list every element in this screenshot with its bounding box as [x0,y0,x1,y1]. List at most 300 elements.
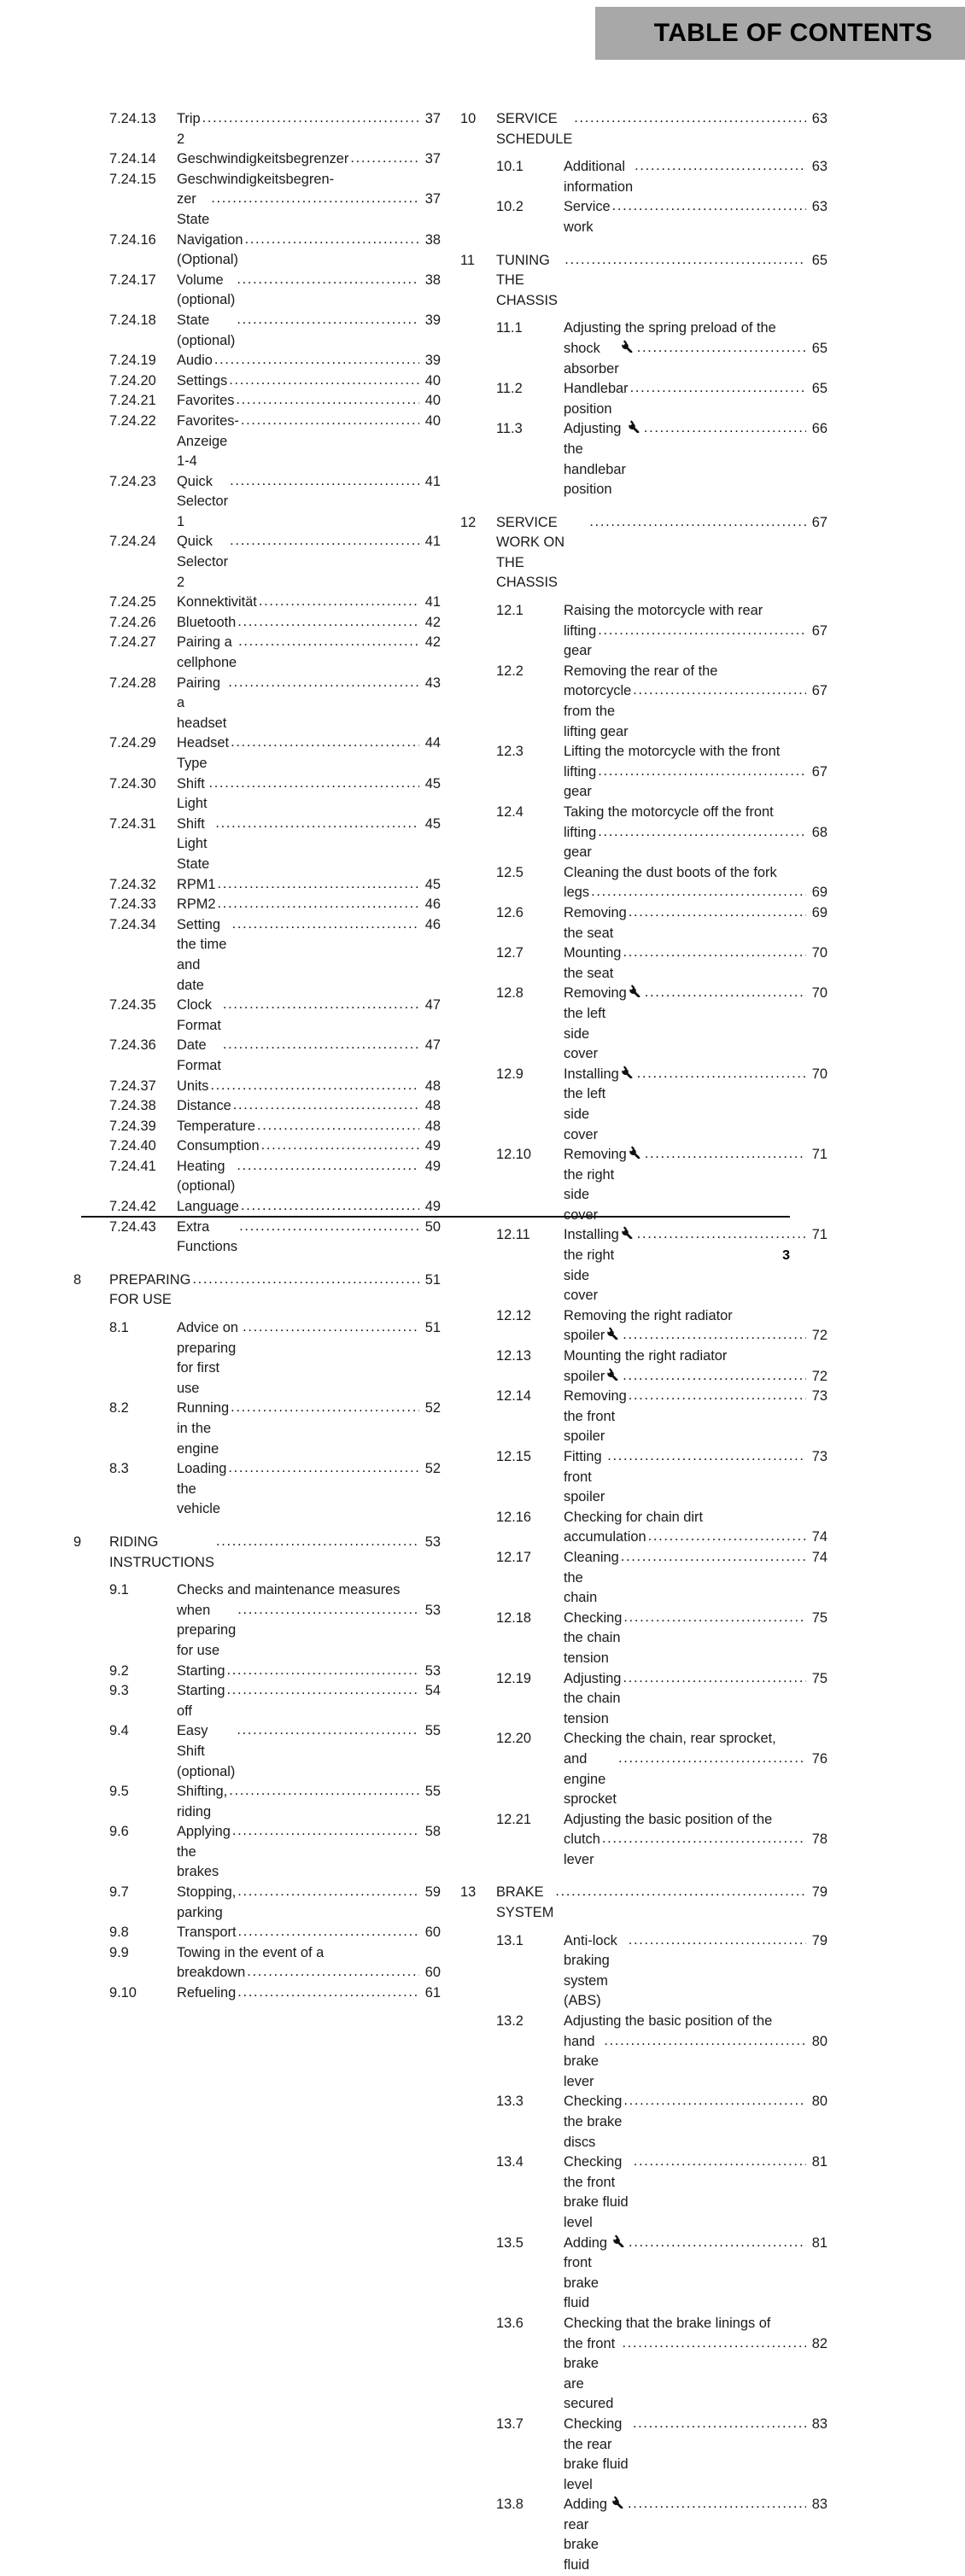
toc-entry-body [564,2153,828,2233]
dot-leader [257,1116,419,1136]
toc-section-entry[interactable] [460,1225,828,1306]
toc-entry-title: Installing the right side cover [564,1227,619,1304]
toc-section-entry[interactable] [73,412,441,472]
toc-entry-body [564,742,828,803]
dot-leader [231,733,419,753]
toc-entry-title-leader-line [177,1883,441,1923]
toc-section-entry[interactable] [73,1096,441,1117]
toc-section-entry[interactable] [460,1447,828,1508]
toc-entry-title-leader-line [177,1721,441,1782]
toc-entry-title-leader-line [177,593,441,613]
toc-section-entry[interactable] [73,1117,441,1137]
dot-leader [229,1781,419,1802]
toc-entry-page-number: 52 [424,1461,441,1477]
toc-section-entry[interactable] [460,2092,828,2153]
toc-section-entry[interactable] [73,231,441,271]
toc-entry-title-leader-line [564,1609,828,1669]
dot-leader [237,1720,419,1741]
toc-section-entry[interactable] [73,311,441,351]
toc-section-entry[interactable] [460,984,828,1064]
toc-entry-title-line: Adjusting the basic position of the [564,1811,773,1827]
toc-entry-page-number: 47 [424,997,441,1013]
toc-section-entry[interactable] [73,996,441,1036]
toc-entry-title-leader-line [177,1197,441,1218]
toc-section-entry[interactable] [73,149,441,170]
toc-section-entry[interactable] [73,351,441,371]
toc-section-entry[interactable] [460,1508,828,1548]
dot-leader [232,1821,419,1842]
toc-entry-page-number: 46 [424,897,441,913]
toc-entry-title-leader-line [564,197,828,237]
toc-section-entry[interactable] [73,1662,441,1682]
toc-entry-body [177,1782,441,1822]
toc-section-entry[interactable] [73,1036,441,1076]
toc-entry-number: 7.24.36 [109,1037,156,1054]
toc-entry-page-number: 43 [424,675,441,691]
toc-entry-title: Pairing a cellphone [177,634,237,671]
toc-entry-body [564,197,828,237]
toc-section-entry[interactable] [73,1721,441,1782]
dot-leader [228,673,419,693]
toc-section-entry[interactable] [460,379,828,419]
dot-leader [623,2091,806,2112]
toc-entry-title-leader-line [564,1931,828,2012]
toc-entry-number: 7.24.28 [109,675,156,691]
toc-entry-title-leader-line [564,622,828,662]
toc-section-entry[interactable] [73,733,441,774]
toc-entry-page-number: 37 [424,111,441,126]
toc-entry-body [564,419,828,499]
dot-leader [230,531,419,552]
toc-entry-title-leader-line [177,532,441,593]
table-of-contents-header-banner [595,7,965,60]
toc-entry-title: the front brake are secured [564,2335,616,2412]
toc-entry-title-leader-line [177,674,441,734]
toc-section-entry[interactable] [460,2153,828,2233]
toc-entry-title-line: Adjusting the basic position of the [564,2013,773,2030]
toc-section-entry[interactable] [460,197,828,237]
toc-entry-number: 10 [460,111,477,126]
dot-leader [637,1064,806,1084]
dot-leader [232,914,419,935]
toc-entry-number: 12.2 [496,663,523,679]
toc-entry-page-number: 67 [811,683,828,699]
toc-section-entry[interactable] [460,2314,828,2415]
dot-leader [211,189,419,209]
toc-entry-title-leader-line [496,1883,828,1923]
toc-entry-page-number: 78 [811,1831,828,1848]
toc-entry-page-number: 38 [424,272,441,288]
toc-entry-number: 12.12 [496,1307,532,1323]
toc-entry-title-leader-line [177,733,441,774]
toc-entry-title-leader-line [564,1387,828,1447]
toc-entry-page-number: 65 [811,381,828,397]
toc-entry-page-number: 63 [811,111,828,126]
toc-entry-page-number: 73 [811,1388,828,1405]
toc-entry-title: Temperature [177,1118,256,1134]
toc-column-right [460,109,828,2576]
dot-leader [628,2494,806,2515]
toc-section-entry[interactable] [460,1346,828,1387]
toc-entry-page-number: 72 [811,1368,828,1384]
toc-entry-number: 7.24.23 [109,473,156,489]
dot-leader [598,822,806,843]
toc-chapter-entry[interactable] [460,513,828,593]
dot-leader [633,681,806,701]
toc-entry-title-leader-line [564,2092,828,2153]
toc-entry-page-number: 47 [424,1037,441,1054]
toc-entry-number: 7.24.22 [109,412,156,429]
toc-entry-page-number: 37 [424,151,441,167]
dot-leader [648,1527,806,1547]
toc-entry-body [177,633,441,673]
toc-section-entry[interactable] [460,1810,828,1871]
toc-entry-page-number: 71 [811,1227,828,1243]
toc-entry-title-leader-line [564,1749,828,1810]
toc-entry-title-leader-line [564,883,828,903]
toc-entry-number: 8.2 [109,1400,129,1417]
toc-entry-number: 7.24.43 [109,1218,156,1235]
toc-entry-title: RPM2 [177,897,216,913]
toc-section-entry[interactable] [73,774,441,815]
toc-entry-title-leader-line [564,984,828,1064]
toc-entry-body [177,532,441,593]
toc-entry-number: 7.24.19 [109,353,156,369]
toc-entry-body [564,1306,828,1346]
toc-entry-body [177,1662,441,1682]
toc-entry-body [177,1136,441,1157]
dot-leader [229,371,419,391]
toc-entry-page-number: 48 [424,1098,441,1114]
toc-entry-title-leader-line [177,613,441,634]
toc-entry-page-number: 53 [424,1662,441,1679]
dot-leader [241,1196,419,1217]
toc-entry-title: Shift Light [177,775,208,812]
dot-leader [237,270,419,290]
footer-divider [81,1216,790,1218]
toc-entry-body [564,1447,828,1508]
toc-entry-number: 11.3 [496,421,523,437]
toc-entry-number: 13.5 [496,2234,523,2251]
toc-section-entry[interactable] [460,863,828,903]
toc-entry-title: Loading the vehicle [177,1461,227,1517]
toc-section-entry[interactable] [73,1459,441,1520]
toc-entry-title: Navigation (Optional) [177,231,243,268]
toc-section-entry[interactable] [460,2415,828,2495]
toc-entry-page-number: 69 [811,904,828,920]
toc-chapter-entry[interactable] [73,1533,441,1573]
toc-entry-title: Clock Format [177,997,221,1033]
toc-entry-number: 12 [460,514,477,530]
toc-section-entry[interactable] [460,742,828,803]
toc-chapter-entry[interactable] [460,109,828,149]
toc-entry-title-leader-line [564,681,828,742]
toc-entry-number: 9.7 [109,1884,129,1901]
toc-entry-number: 7.24.37 [109,1078,156,1094]
toc-entry-title: Transport [177,1925,237,1941]
toc-chapter-entry[interactable] [73,1270,441,1311]
toc-section-entry[interactable] [73,1218,441,1258]
toc-section-entry[interactable] [460,1306,828,1346]
toc-section-entry[interactable] [460,157,828,197]
dot-leader [637,1224,806,1245]
toc-entry-title: Settings [177,372,228,388]
toc-entry-title: Setting the time and date [177,916,227,993]
toc-entry-title: Distance [177,1098,231,1114]
toc-entry-title-line: Removing the right radiator [564,1307,733,1323]
toc-entry-title: Favorites [177,393,235,409]
toc-section-entry[interactable] [73,271,441,311]
toc-entry-title-leader-line [177,996,441,1036]
toc-entry-title: Running in the engine [177,1400,230,1457]
toc-entry-body [177,170,441,231]
toc-section-entry[interactable] [73,1580,441,1661]
toc-entry-number: 7.24.31 [109,815,156,832]
toc-section-entry[interactable] [460,1931,828,2012]
toc-section-entry[interactable] [460,943,828,984]
toc-entry-title-leader-line [177,1601,441,1662]
toc-section-entry[interactable] [73,895,441,915]
toc-entry-title-leader-line [564,1367,828,1387]
toc-section-entry[interactable] [73,1822,441,1883]
toc-entry-page-number: 67 [811,514,828,530]
toc-entry-page-number: 52 [424,1400,441,1417]
dot-leader [192,1270,419,1290]
toc-section-entry[interactable] [460,1145,828,1225]
dot-leader [644,418,806,439]
toc-section-entry[interactable] [73,1883,441,1923]
toc-section-entry[interactable] [460,662,828,742]
toc-entry-number: 9 [73,1533,82,1550]
toc-entry-body [177,1197,441,1218]
toc-entry-title: SERVICE SCHEDULE [496,111,573,147]
toc-entry-number: 7.24.41 [109,1158,156,1174]
toc-section-entry[interactable] [73,633,441,673]
toc-section-entry[interactable] [460,1609,828,1669]
toc-entry-title: Quick Selector 1 [177,473,229,529]
toc-entry-number: 8 [73,1271,82,1288]
toc-entry-number: 9.4 [109,1723,129,1739]
toc-entry-body [177,412,441,472]
toc-entry-title: Fitting front spoiler [564,1449,605,1505]
toc-entry-title: Stopping, parking [177,1884,237,1920]
toc-chapter-entry[interactable] [460,251,828,312]
toc-entry-number: 13.3 [496,2094,523,2110]
toc-entry-title: Adding rear brake fluid [564,2497,608,2573]
toc-entry-body [177,351,441,371]
toc-entry-page-number: 83 [811,2497,828,2513]
dot-leader [645,983,806,1003]
toc-section-entry[interactable] [73,593,441,613]
toc-entry-title: Starting off [177,1683,225,1719]
toc-entry-title: Starting [177,1662,225,1679]
dot-leader [630,378,806,399]
toc-entry-number: 7.24.34 [109,916,156,932]
toc-entry-number: 7.24.15 [109,171,156,187]
toc-chapter-entry[interactable] [460,1883,828,1923]
dot-leader [604,2031,806,2052]
toc-section-entry[interactable] [73,1983,441,2004]
toc-entry-title: Handlebar position [564,381,629,417]
toc-section-entry[interactable] [73,472,441,533]
toc-section-entry[interactable] [460,1548,828,1609]
toc-entry-title-leader-line [564,419,828,499]
toc-entry-body [564,157,828,197]
toc-entry-title: Easy Shift (optional) [177,1723,236,1779]
toc-entry-title-leader-line [177,190,441,230]
toc-section-entry[interactable] [73,875,441,896]
toc-entry-number: 12.4 [496,804,523,820]
toc-section-entry[interactable] [73,1136,441,1157]
toc-entry-page-number: 45 [424,775,441,791]
toc-section-entry[interactable] [460,903,828,943]
toc-section-entry[interactable] [73,1399,441,1459]
toc-entry-title-leader-line [564,1065,828,1145]
toc-section-entry[interactable] [460,803,828,863]
toc-entry-body [177,311,441,351]
toc-entry-number: 7.24.39 [109,1118,156,1134]
toc-section-entry[interactable] [73,170,441,231]
toc-entry-body [177,815,441,875]
toc-section-entry[interactable] [73,815,441,875]
toc-section-entry[interactable] [460,1387,828,1447]
toc-entry-number: 7.24.40 [109,1138,156,1154]
toc-entry-body [564,1387,828,1447]
toc-section-entry[interactable] [73,109,441,149]
toc-entry-title: Konnektivität [177,594,257,610]
dot-leader [214,350,419,371]
toc-entry-title: Headset Type [177,735,230,771]
toc-entry-page-number: 67 [811,763,828,780]
toc-entry-title: Cleaning the chain [564,1549,619,1606]
toc-entry-body [177,1157,441,1197]
toc-section-entry[interactable] [73,1923,441,1943]
toc-entry-body [564,2234,828,2314]
toc-section-entry[interactable] [73,613,441,634]
toc-entry-body [177,613,441,634]
toc-entry-number: 12.10 [496,1147,532,1163]
toc-entry-title: lifting gear [564,824,597,861]
toc-entry-title-leader-line [177,633,441,673]
toc-entry-title-line: Taking the motorcycle off the front [564,804,774,820]
toc-entry-page-number: 76 [811,1750,828,1767]
toc-entry-page-number: 80 [811,2033,828,2049]
dot-leader [623,1608,806,1628]
toc-entry-page-number: 41 [424,534,441,550]
toc-entry-body [177,1117,441,1137]
toc-section-entry[interactable] [460,601,828,662]
dot-leader [623,1366,806,1387]
toc-section-entry[interactable] [73,1197,441,1218]
toc-entry-title: Refueling [177,1985,237,2001]
toc-entry-body [177,1883,441,1923]
dot-leader [244,230,419,250]
toc-entry-number: 13.2 [496,2013,523,2030]
toc-section-entry[interactable] [73,1157,441,1197]
dot-leader [216,1532,419,1552]
dot-leader [237,310,419,330]
toc-entry-number: 12.17 [496,1549,532,1565]
toc-entry-page-number: 40 [424,372,441,388]
toc-entry-page-number: 83 [811,2415,828,2432]
toc-section-entry[interactable] [73,1681,441,1721]
toc-entry-page-number: 75 [811,1670,828,1686]
toc-entry-body [564,803,828,863]
dot-leader [237,1600,419,1621]
dot-leader [237,612,419,633]
dot-leader [633,2414,806,2434]
toc-section-entry[interactable] [73,1318,441,1399]
toc-section-entry[interactable] [73,532,441,593]
toc-entry-title-leader-line [564,1527,828,1548]
toc-entry-title-leader-line [564,2334,828,2415]
dot-leader [227,1680,420,1701]
toc-section-entry[interactable] [73,1077,441,1097]
toc-entry-body [177,875,441,896]
dot-leader [233,1095,419,1116]
toc-entry-page-number: 60 [424,1965,441,1981]
toc-section-entry[interactable] [460,1669,828,1730]
toc-entry-title: zer State [177,191,210,227]
toc-section-entry[interactable] [460,2012,828,2092]
toc-entry-number: 12.6 [496,904,523,920]
toc-entry-body [109,1270,441,1311]
toc-entry-body [564,2314,828,2415]
toc-entry-title-leader-line [564,2153,828,2233]
toc-entry-title-leader-line [177,1318,441,1399]
wrench-icon [622,340,635,353]
toc-entry-body [177,1943,441,1983]
toc-section-entry[interactable] [460,318,828,379]
dot-leader [230,471,419,492]
toc-section-entry[interactable] [73,915,441,996]
toc-entry-body [564,318,828,379]
toc-section-entry[interactable] [460,1065,828,1145]
toc-section-entry[interactable] [460,2234,828,2314]
toc-entry-title-leader-line [177,774,441,815]
toc-entry-number: 9.6 [109,1824,129,1840]
wrench-icon [607,1368,620,1381]
toc-section-entry[interactable] [460,2495,828,2575]
toc-entry-number: 11.1 [496,320,523,336]
toc-entry-title: TUNING THE CHASSIS [496,252,558,308]
toc-entry-page-number: 75 [811,1609,828,1626]
dot-leader [629,1386,806,1406]
dot-leader [215,814,419,834]
toc-section-entry[interactable] [73,1782,441,1822]
toc-entry-title-leader-line [109,1270,441,1311]
toc-section-entry[interactable] [73,371,441,392]
toc-entry-number: 9.5 [109,1784,129,1800]
toc-entry-title-leader-line [177,915,441,996]
toc-entry-number: 7.24.14 [109,151,156,167]
toc-entry-page-number: 55 [424,1723,441,1739]
toc-entry-body [177,149,441,170]
toc-entry-body [564,2092,828,2153]
dot-leader [231,1398,419,1418]
toc-section-entry[interactable] [73,391,441,412]
toc-section-entry[interactable] [73,674,441,734]
dot-leader [209,774,419,794]
toc-entry-page-number: 72 [811,1328,828,1344]
toc-entry-title-leader-line [177,1822,441,1883]
toc-entry-body [496,1883,828,1923]
toc-section-entry[interactable] [73,1943,441,1983]
toc-entry-number: 9.2 [109,1662,129,1679]
toc-section-entry[interactable] [460,419,828,499]
toc-section-entry[interactable] [460,1729,828,1809]
toc-entry-body [496,513,828,593]
